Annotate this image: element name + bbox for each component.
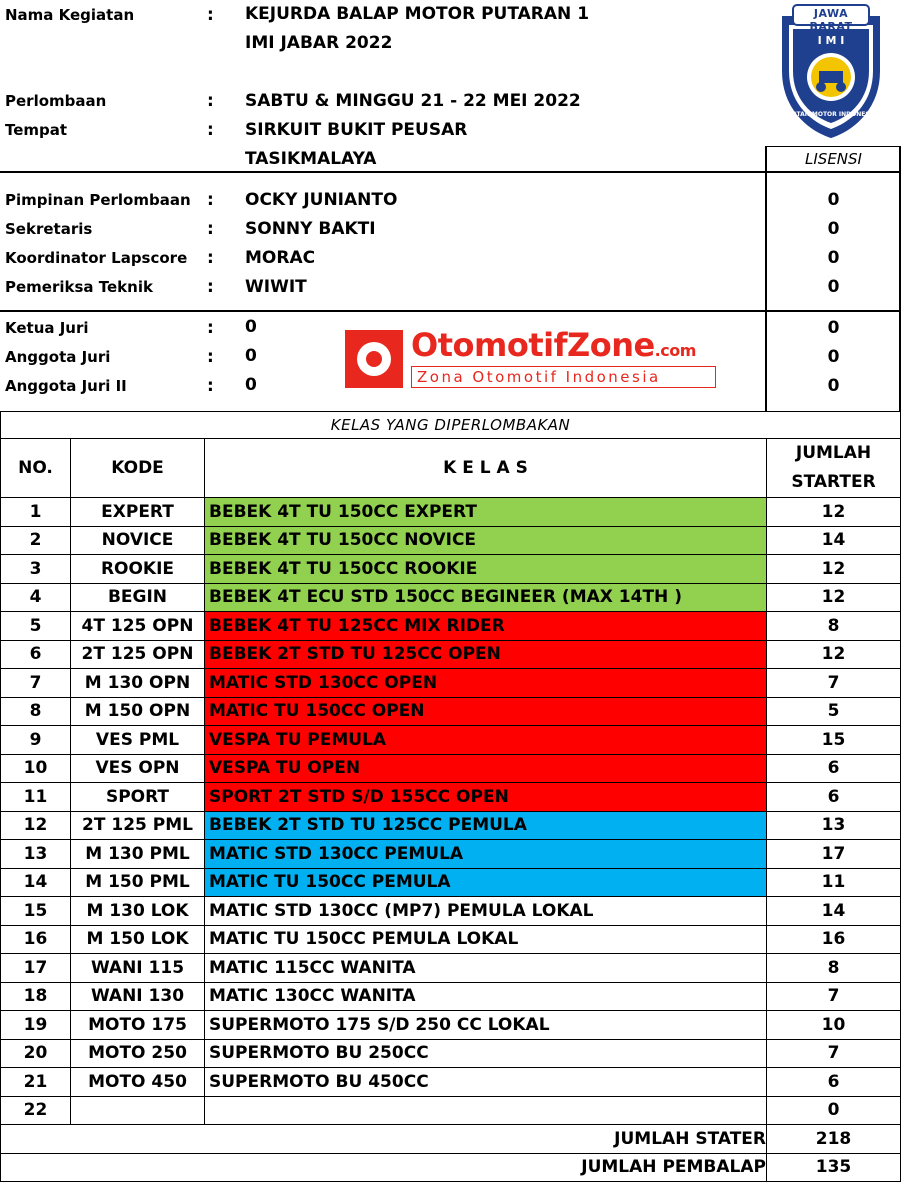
cell-no: 21 xyxy=(1,1068,71,1097)
lisensi-koordinator: 0 xyxy=(827,248,840,268)
cell-no: 8 xyxy=(1,697,71,726)
imi-jabar-logo xyxy=(775,3,887,141)
cell-no: 22 xyxy=(1,1096,71,1125)
cell-kelas: MATIC TU 150CC PEMULA xyxy=(205,868,767,897)
table-row xyxy=(1,754,901,783)
table-row xyxy=(1,840,901,869)
cell-jumlah: 7 xyxy=(767,1039,901,1068)
logo-mid-text: I M I xyxy=(817,34,845,47)
cell-no: 1 xyxy=(1,498,71,527)
col-header-jumlah-1: JUMLAH xyxy=(795,443,872,463)
cell-jumlah: 14 xyxy=(767,897,901,926)
cell-no: 14 xyxy=(1,868,71,897)
cell-kelas: BEBEK 4T TU 125CC MIX RIDER xyxy=(205,612,767,641)
table-row xyxy=(1,783,901,812)
cell-jumlah: 6 xyxy=(767,1068,901,1097)
cell-kode: 2T 125 PML xyxy=(71,811,205,840)
cell-kelas: SUPERMOTO 175 S/D 250 CC LOKAL xyxy=(205,1011,767,1040)
cell-jumlah: 12 xyxy=(767,640,901,669)
cell-kode: BEGIN xyxy=(71,583,205,612)
table-row xyxy=(1,1068,901,1097)
cell-jumlah: 6 xyxy=(767,783,901,812)
cell-jumlah: 0 xyxy=(767,1096,901,1125)
cell-no: 7 xyxy=(1,669,71,698)
cell-no: 19 xyxy=(1,1011,71,1040)
cell-kode: WANI 115 xyxy=(71,954,205,983)
label-tempat: Tempat xyxy=(5,121,68,139)
col-header-jumlah-2: STARTER xyxy=(791,472,876,492)
cell-no: 5 xyxy=(1,612,71,641)
cell-kelas: MATIC TU 150CC PEMULA LOKAL xyxy=(205,925,767,954)
colon: : xyxy=(207,219,214,239)
cell-jumlah: 7 xyxy=(767,982,901,1011)
value-nama-kegiatan-2: IMI JABAR 2022 xyxy=(245,33,393,53)
label-anggota-juri: Anggota Juri xyxy=(5,348,111,366)
cell-kode: NOVICE xyxy=(71,526,205,555)
colon: : xyxy=(207,5,214,25)
cell-kelas: MATIC STD 130CC PEMULA xyxy=(205,840,767,869)
cell-jumlah: 10 xyxy=(767,1011,901,1040)
cell-kelas: BEBEK 2T STD TU 125CC OPEN xyxy=(205,640,767,669)
cell-kelas: SUPERMOTO BU 450CC xyxy=(205,1068,767,1097)
cell-kelas: BEBEK 2T STD TU 125CC PEMULA xyxy=(205,811,767,840)
cell-jumlah: 14 xyxy=(767,526,901,555)
cell-kode: VES OPN xyxy=(71,754,205,783)
cell-no: 11 xyxy=(1,783,71,812)
cell-kode: WANI 130 xyxy=(71,982,205,1011)
cell-kelas: BEBEK 4T TU 150CC ROOKIE xyxy=(205,555,767,584)
total-pembalap-row xyxy=(1,1153,901,1182)
cell-kode: M 130 LOK xyxy=(71,897,205,926)
table-row xyxy=(1,954,901,983)
lisensi-header: LISENSI xyxy=(805,150,862,168)
table-row xyxy=(1,583,901,612)
cell-no: 6 xyxy=(1,640,71,669)
cell-no: 12 xyxy=(1,811,71,840)
lisensi-pemeriksa: 0 xyxy=(827,277,840,297)
table-row xyxy=(1,498,901,527)
cell-jumlah: 7 xyxy=(767,669,901,698)
cell-kelas: VESPA TU OPEN xyxy=(205,754,767,783)
cell-kode: M 150 LOK xyxy=(71,925,205,954)
table-row xyxy=(1,811,901,840)
value-pimpinan: OCKY JUNIANTO xyxy=(245,190,398,210)
table-row xyxy=(1,1039,901,1068)
cell-jumlah: 8 xyxy=(767,954,901,983)
cell-no: 20 xyxy=(1,1039,71,1068)
cell-no: 13 xyxy=(1,840,71,869)
table-row xyxy=(1,697,901,726)
cell-kelas: MATIC 115CC WANITA xyxy=(205,954,767,983)
table-row xyxy=(1,555,901,584)
table-row xyxy=(1,1011,901,1040)
cell-kode: M 150 OPN xyxy=(71,697,205,726)
col-header-kelas: K E L A S xyxy=(205,439,767,498)
cell-kode: M 130 OPN xyxy=(71,669,205,698)
label-perlombaan: Perlombaan xyxy=(5,92,107,110)
lisensi-anggota-juri-2: 0 xyxy=(827,376,840,396)
lisensi-sekretaris: 0 xyxy=(827,219,840,239)
cell-kelas: MATIC 130CC WANITA xyxy=(205,982,767,1011)
colon: : xyxy=(207,248,214,268)
lisensi-ketua-juri: 0 xyxy=(827,318,840,338)
value-tempat-1: SIRKUIT BUKIT PEUSAR xyxy=(245,120,468,140)
cell-kelas: MATIC STD 130CC (MP7) PEMULA LOKAL xyxy=(205,897,767,926)
divider xyxy=(0,310,901,312)
table-caption: KELAS YANG DIPERLOMBAKAN xyxy=(1,412,901,439)
colon: : xyxy=(207,376,214,396)
kelas-table xyxy=(0,411,901,1182)
label-ketua-juri: Ketua Juri xyxy=(5,319,89,337)
value-nama-kegiatan-1: KEJURDA BALAP MOTOR PUTARAN 1 xyxy=(245,4,590,24)
total-stater-value: 218 xyxy=(767,1125,901,1154)
value-anggota-juri: 0 xyxy=(245,346,257,366)
table-row xyxy=(1,982,901,1011)
cell-kode: 4T 125 OPN xyxy=(71,612,205,641)
value-pemeriksa: WIWIT xyxy=(245,277,307,297)
table-row xyxy=(1,640,901,669)
cell-kode: SPORT xyxy=(71,783,205,812)
cell-kelas: MATIC STD 130CC OPEN xyxy=(205,669,767,698)
logo-ring-text: IKATAN MOTOR INDONESIA xyxy=(785,111,877,118)
label-nama-kegiatan: Nama Kegiatan xyxy=(5,6,135,24)
label-pimpinan: Pimpinan Perlombaan xyxy=(5,191,191,209)
otomotifzone-watermark xyxy=(345,326,720,392)
cell-kelas: VESPA TU PEMULA xyxy=(205,726,767,755)
cell-kode: MOTO 175 xyxy=(71,1011,205,1040)
colon: : xyxy=(207,91,214,111)
cell-jumlah: 16 xyxy=(767,925,901,954)
table-row xyxy=(1,868,901,897)
label-sekretaris: Sekretaris xyxy=(5,220,93,238)
value-perlombaan: SABTU & MINGGU 21 - 22 MEI 2022 xyxy=(245,91,581,111)
value-tempat-2: TASIKMALAYA xyxy=(245,149,377,169)
cell-jumlah: 12 xyxy=(767,555,901,584)
cell-kode: M 130 PML xyxy=(71,840,205,869)
colon: : xyxy=(207,347,214,367)
value-sekretaris: SONNY BAKTI xyxy=(245,219,376,239)
value-anggota-juri-2: 0 xyxy=(245,375,257,395)
cell-kelas: BEBEK 4T TU 150CC EXPERT xyxy=(205,498,767,527)
cell-kode: EXPERT xyxy=(71,498,205,527)
cell-kode: 2T 125 OPN xyxy=(71,640,205,669)
colon: : xyxy=(207,190,214,210)
cell-kode: ROOKIE xyxy=(71,555,205,584)
table-row xyxy=(1,897,901,926)
lisensi-anggota-juri: 0 xyxy=(827,347,840,367)
watermark-badge-icon xyxy=(345,330,403,388)
table-row xyxy=(1,726,901,755)
label-pemeriksa: Pemeriksa Teknik xyxy=(5,278,153,296)
cell-kode: MOTO 450 xyxy=(71,1068,205,1097)
cell-kode: VES PML xyxy=(71,726,205,755)
cell-kelas: BEBEK 4T ECU STD 150CC BEGINEER (MAX 14TH ) xyxy=(205,583,767,612)
table-row xyxy=(1,925,901,954)
total-stater-row xyxy=(1,1125,901,1154)
label-anggota-juri-2: Anggota Juri II xyxy=(5,377,127,395)
cell-kelas: SUPERMOTO BU 250CC xyxy=(205,1039,767,1068)
label-koordinator: Koordinator Lapscore xyxy=(5,249,188,267)
cell-jumlah: 12 xyxy=(767,498,901,527)
watermark-brand: OtomotifZone xyxy=(411,326,655,364)
table-row xyxy=(1,669,901,698)
cell-kelas: BEBEK 4T TU 150CC NOVICE xyxy=(205,526,767,555)
cell-jumlah: 15 xyxy=(767,726,901,755)
table-row xyxy=(1,612,901,641)
cell-no: 9 xyxy=(1,726,71,755)
total-pembalap-value: 135 xyxy=(767,1153,901,1182)
cell-kelas xyxy=(205,1096,767,1125)
col-header-kode: KODE xyxy=(71,439,205,498)
cell-jumlah: 6 xyxy=(767,754,901,783)
cell-no: 16 xyxy=(1,925,71,954)
cell-no: 3 xyxy=(1,555,71,584)
cell-jumlah: 17 xyxy=(767,840,901,869)
cell-no: 18 xyxy=(1,982,71,1011)
watermark-tagline: Zona Otomotif Indonesia xyxy=(417,368,661,386)
col-header-no: NO. xyxy=(1,439,71,498)
cell-kelas: SPORT 2T STD S/D 155CC OPEN xyxy=(205,783,767,812)
cell-kode xyxy=(71,1096,205,1125)
cell-no: 10 xyxy=(1,754,71,783)
cell-no: 2 xyxy=(1,526,71,555)
total-pembalap-label: JUMLAH PEMBALAP xyxy=(1,1153,767,1182)
colon: : xyxy=(207,120,214,140)
value-koordinator: MORAC xyxy=(245,248,316,268)
cell-no: 4 xyxy=(1,583,71,612)
watermark-domain: .com xyxy=(654,341,696,360)
table-row xyxy=(1,526,901,555)
cell-no: 15 xyxy=(1,897,71,926)
lisensi-pimpinan: 0 xyxy=(827,190,840,210)
logo-top-text: JAWA BARAT xyxy=(809,7,853,33)
cell-jumlah: 13 xyxy=(767,811,901,840)
cell-jumlah: 8 xyxy=(767,612,901,641)
col-header-jumlah xyxy=(767,439,901,498)
colon: : xyxy=(207,277,214,297)
cell-jumlah: 12 xyxy=(767,583,901,612)
cell-jumlah: 11 xyxy=(767,868,901,897)
cell-kelas: MATIC TU 150CC OPEN xyxy=(205,697,767,726)
total-stater-label: JUMLAH STATER xyxy=(1,1125,767,1154)
cell-kode: M 150 PML xyxy=(71,868,205,897)
colon: : xyxy=(207,318,214,338)
value-ketua-juri: 0 xyxy=(245,317,257,337)
table-row xyxy=(1,1096,901,1125)
cell-kode: MOTO 250 xyxy=(71,1039,205,1068)
cell-no: 17 xyxy=(1,954,71,983)
divider xyxy=(767,146,901,147)
cell-jumlah: 5 xyxy=(767,697,901,726)
